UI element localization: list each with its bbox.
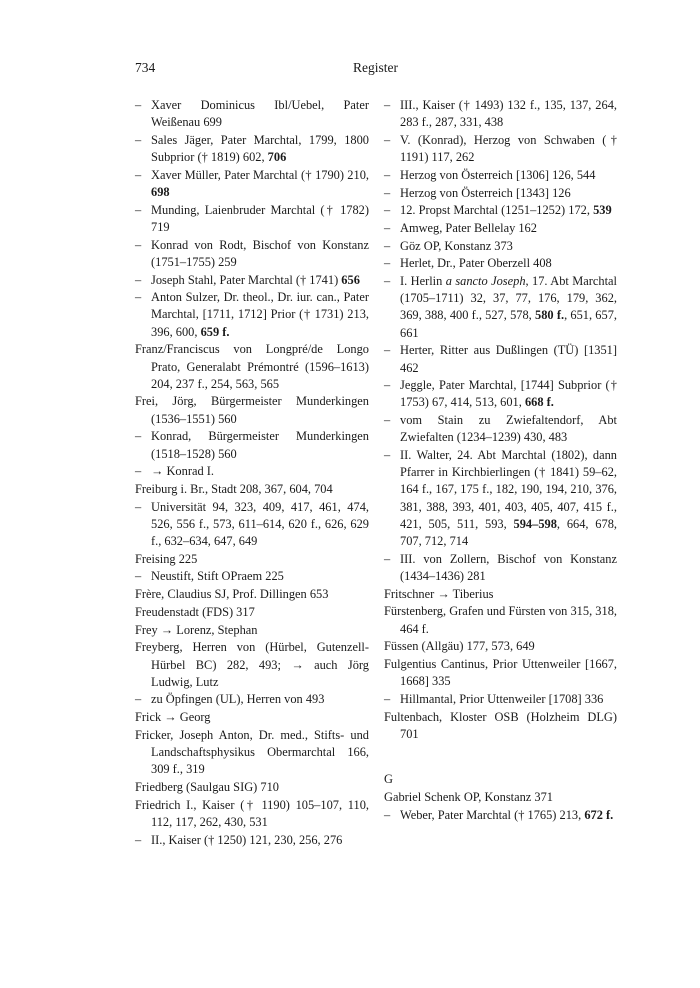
entry-text: Frick → Georg	[135, 710, 211, 725]
index-entry	[135, 393, 369, 427]
entry-dash: –	[384, 343, 391, 358]
index-entry	[135, 622, 369, 639]
index-subentry	[384, 807, 617, 824]
index-subentry	[135, 237, 369, 271]
entry-text: Frei, Jörg, Bürgermeister Munderkingen (1536–1551) 560	[135, 394, 369, 426]
entry-dash: –	[135, 237, 142, 252]
entry-text: Franz/Franciscus von Longpré/de Longo Prato, Generalabt Prémontré (1596–1613) 204, 237 f., 254, 563, 565	[135, 342, 369, 391]
entry-text: Frère, Claudius SJ, Prof. Dillingen 653	[135, 587, 329, 602]
entry-text: Fulgentius Cantinus, Prior Uttenweiler [1667, 1668] 335	[384, 657, 617, 689]
entry-dash: –	[384, 256, 391, 271]
entry-text: Xaver Müller, Pater Marchtal († 1790) 210,	[151, 167, 369, 182]
entry-text: , 664, 678, 707, 712, 714	[400, 516, 617, 549]
index-subentry	[384, 202, 617, 219]
entry-text: I. Herlin	[400, 274, 446, 289]
entry-text: Xaver Dominicus Ibl/Uebel, Pater Weißenau 699	[151, 98, 369, 130]
index-column-right	[384, 97, 617, 825]
entry-dash: –	[135, 464, 142, 479]
index-subentry	[135, 428, 369, 462]
entry-dash: –	[135, 202, 142, 217]
entry-text: Konrad von Rodt, Bischof von Konstanz (1751–1755) 259	[151, 237, 369, 269]
index-subentry	[384, 377, 617, 411]
index-subentry	[384, 273, 617, 342]
entry-text: II. Walter, 24. Abt Marchtal (1802), dann Pfarrer in Kirchbierlingen († 1841) 59–62, 164 f., 167, 175 f., 182, 190, 194, 210, 376, 381, 388, 393, 401, 403, 405, 407, 415 f., 421, 505, 511, 593,	[400, 448, 617, 531]
index-subentry	[135, 132, 369, 166]
entry-text: III. von Zollern, Bischof von Konstanz (1434–1436) 281	[400, 551, 617, 583]
entry-dash: –	[135, 132, 142, 147]
entry-text: Herzog von Österreich [1343] 126	[400, 185, 571, 200]
entry-text: Jeggle, Pater Marchtal, [1744] Subprior († 1753) 67, 414, 513, 601,	[400, 378, 617, 410]
entry-dash: –	[384, 203, 391, 218]
entry-text: Fürstenberg, Grafen und Fürsten von 315, 318, 464 f.	[384, 604, 617, 636]
index-subentry	[135, 691, 369, 708]
entry-text: Munding, Laienbruder Marchtal († 1782) 719	[151, 202, 369, 234]
entry-text: V. (Konrad), Herzog von Schwaben († 1191) 117, 262	[400, 132, 617, 165]
entry-dash: –	[135, 98, 142, 112]
running-title: Register	[353, 60, 398, 75]
entry-dash: –	[135, 692, 142, 707]
index-subentry	[384, 412, 617, 446]
entry-page-bold: 594–598	[513, 516, 557, 531]
index-entry	[384, 638, 617, 655]
entry-text: Weber, Pater Marchtal († 1765) 213,	[400, 807, 585, 822]
entry-page-bold: 580 f.	[535, 308, 565, 323]
entry-dash: –	[384, 413, 391, 428]
entry-dash: –	[384, 220, 391, 235]
index-subentry	[135, 167, 369, 201]
index-column-left	[135, 97, 369, 849]
entry-dash: –	[384, 98, 391, 112]
entry-dash: –	[384, 185, 391, 200]
entry-text: Freyberg, Herren von (Hürbel, Gutenzell-Hürbel BC) 282, 493; → auch Jörg Ludwig, Lutz	[135, 640, 369, 689]
entry-italic: a sancto Joseph	[445, 274, 526, 289]
entry-dash: –	[135, 272, 142, 287]
entry-text: Sales Jäger, Pater Marchtal, 1799, 1800 Subprior († 1819) 602,	[151, 132, 369, 165]
entry-text: Fricker, Joseph Anton, Dr. med., Stifts- und Landschaftsphysikus Obermarchtal 166, 309 f., 319	[135, 727, 369, 777]
index-subentry	[384, 238, 617, 255]
index-entry	[135, 727, 369, 779]
entry-text: Herzog von Österreich [1306] 126, 544	[400, 167, 596, 182]
entry-text: Gabriel Schenk OP, Konstanz 371	[384, 790, 553, 805]
entry-page-bold: 656	[341, 272, 360, 287]
entry-dash: –	[135, 832, 142, 847]
index-entry	[135, 551, 369, 568]
entry-text: 12. Propst Marchtal (1251–1252) 172,	[400, 203, 594, 218]
entry-text: zu Öpfingen (UL), Herren von 493	[151, 692, 325, 707]
index-subentry	[135, 499, 369, 551]
entry-text: Konrad, Bürgermeister Munderkingen (1518–1528) 560	[151, 429, 369, 461]
entry-text: Joseph Stahl, Pater Marchtal († 1741)	[151, 272, 342, 287]
entry-text: II., Kaiser († 1250) 121, 230, 256, 276	[151, 832, 343, 847]
entry-dash: –	[384, 274, 391, 289]
entry-text: Anton Sulzer, Dr. theol., Dr. iur. can., Pater Marchtal, [1711, 1712] Prior († 1731) 213, 396, 600,	[151, 290, 369, 339]
entry-text: , 651, 657, 661	[400, 308, 617, 340]
entry-text: Amweg, Pater Bellelay 162	[400, 220, 537, 235]
entry-text: Hillmantal, Prior Uttenweiler [1708] 336	[400, 691, 604, 706]
entry-text: Friedberg (Saulgau SIG) 710	[135, 779, 279, 794]
entry-text: Fritschner → Tiberius	[384, 586, 494, 601]
entry-dash: –	[384, 807, 391, 822]
index-entry	[135, 779, 369, 796]
entry-text: Herter, Ritter aus Dußlingen (TÜ) [1351] 462	[400, 343, 617, 375]
index-subentry	[384, 691, 617, 708]
index-subentry	[384, 97, 617, 131]
entry-dash: –	[135, 167, 142, 182]
index-entry	[135, 341, 369, 393]
index-subentry	[135, 272, 369, 289]
index-entry	[384, 709, 617, 743]
entry-text: , 17. Abt Marchtal (1705–1711) 32, 37, 77, 176, 179, 362, 369, 388, 400 f., 527, 578,	[400, 274, 617, 323]
entry-dash: –	[384, 448, 391, 463]
index-subentry	[384, 447, 617, 550]
index-subentry	[135, 568, 369, 585]
index-subentry	[384, 220, 617, 237]
page-number: 734	[135, 60, 156, 75]
index-letter-heading: G	[384, 772, 393, 787]
index-entry	[135, 604, 369, 621]
index-subentry	[135, 289, 369, 341]
entry-text: Freising 225	[135, 551, 198, 566]
index-subentry	[135, 463, 369, 480]
entry-dash: –	[384, 132, 391, 147]
entry-page-bold: 698	[151, 185, 170, 200]
entry-dash: –	[135, 569, 142, 584]
index-entry	[384, 656, 617, 690]
entry-page-bold: 668 f.	[524, 395, 554, 410]
index-subentry	[384, 255, 617, 272]
index-subentry	[135, 832, 369, 849]
entry-dash: –	[384, 238, 391, 253]
entry-text: Universität 94, 323, 409, 417, 461, 474, 526, 556 f., 573, 611–614, 620 f., 626, 629 f., 632–634, 647, 649	[151, 499, 369, 549]
entry-page-bold: 706	[267, 150, 287, 165]
entry-page-bold: 539	[593, 203, 612, 218]
entry-dash: –	[135, 429, 142, 444]
entry-page-bold: 672 f.	[584, 807, 614, 822]
entry-text: Friedrich I., Kaiser († 1190) 105–107, 110, 112, 117, 262, 430, 531	[135, 797, 369, 829]
entry-page-bold: 659 f.	[200, 324, 230, 339]
entry-text: III., Kaiser († 1493) 132 f., 135, 137, 264, 283 f., 287, 331, 438	[400, 98, 617, 130]
page-header	[135, 60, 616, 80]
index-subentry	[384, 132, 617, 166]
entry-dash: –	[384, 691, 391, 706]
entry-text: Freiburg i. Br., Stadt 208, 367, 604, 704	[135, 481, 333, 496]
entry-text: Herlet, Dr., Pater Oberzell 408	[400, 256, 552, 271]
entry-text: Freudenstadt (FDS) 317	[135, 604, 255, 619]
index-subentry	[384, 342, 617, 376]
index-entry	[135, 586, 369, 603]
entry-dash: –	[135, 290, 142, 305]
entry-text: Neustift, Stift OPraem 225	[151, 569, 284, 584]
index-entry	[384, 586, 617, 603]
index-entry	[135, 481, 369, 498]
index-entry	[135, 709, 369, 726]
index-subentry	[384, 551, 617, 585]
entry-text: Füssen (Allgäu) 177, 573, 649	[384, 639, 535, 654]
entry-dash: –	[384, 551, 391, 566]
index-subentry	[384, 185, 617, 202]
entry-dash: –	[384, 378, 391, 393]
entry-dash: –	[384, 167, 391, 182]
entry-text: Göz OP, Konstanz 373	[400, 238, 513, 253]
index-entry	[384, 789, 617, 806]
entry-text: Fultenbach, Kloster OSB (Holzheim DLG) 701	[384, 709, 617, 741]
entry-text: Frey → Lorenz, Stephan	[135, 622, 258, 637]
entry-text: → Konrad I.	[151, 464, 214, 479]
index-subentry	[135, 202, 369, 236]
entry-text: vom Stain zu Zwiefaltendorf, Abt Zwiefalten (1234–1239) 430, 483	[400, 413, 617, 445]
index-entry	[135, 797, 369, 831]
entry-dash: –	[135, 499, 142, 514]
index-subentry	[135, 97, 369, 131]
index-entry	[384, 603, 617, 637]
index-subentry	[384, 167, 617, 184]
index-entry	[135, 639, 369, 691]
